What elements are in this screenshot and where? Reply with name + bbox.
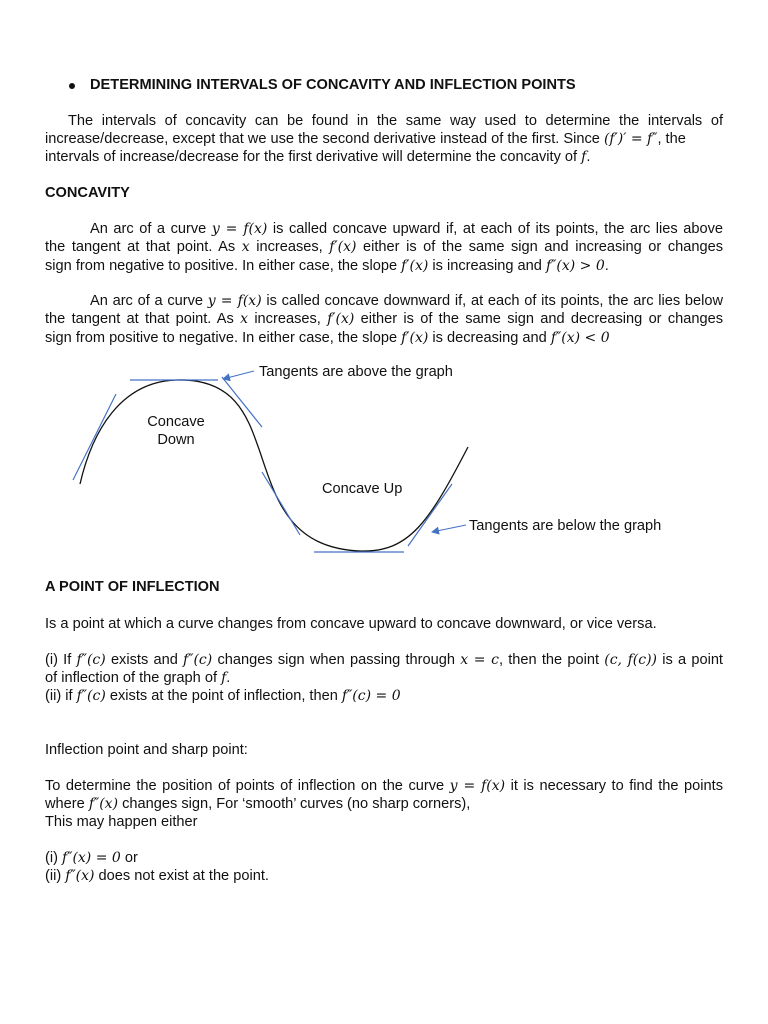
tangent-line-left-lower [262,472,300,535]
label-tangents-below: Tangents are below the graph [469,518,662,534]
downward-line-2: the tangent at that point. As x increases, f′(x) either is of the same sign and decreasing or changes [45,311,724,327]
upward-line-1: An arc of a curve y = f(x) is called concave upward if, at each of its points, the arc lies above [90,221,724,237]
case-2: (ii) f″(x) does not exist at the point. [45,868,269,884]
determine-line-1: To determine the position of points of inflection on the curve y = f(x) it is necessary to find the points [45,778,723,794]
concavity-heading: CONCAVITY [45,185,130,201]
upward-line-3: sign from negative to positive. In either case, the slope f′(x) is increasing and f″(x) > 0. [45,258,609,274]
determine-line-2: where f″(x) changes sign, For ‘smooth’ curves (no sharp corners), [45,796,471,812]
label-tangents-above: Tangents are above the graph [259,364,453,380]
case-1: (i) f″(x) = 0 or [45,850,138,866]
inflection-heading: A POINT OF INFLECTION [45,579,220,595]
upward-line-2: the tangent at that point. As x increases, f′(x) either is of the same sign and increasing or changes [45,239,723,255]
concavity-curve [80,380,468,551]
label-concave-down-2: Down [157,432,195,448]
section-title: DETERMINING INTERVALS OF CONCAVITY AND INFLECTION POINTS [90,77,576,93]
sharp-point-heading: Inflection point and sharp point: [45,742,248,758]
intro-line-3: intervals of increase/decrease for the first derivative will determine the concavity of f. [45,149,591,165]
arrow-tangents-below [432,525,466,532]
tangent-line-right-lower [408,484,452,546]
arrow-tangents-above [223,371,254,379]
label-concave-down-1: Concave [147,414,205,430]
downward-line-1: An arc of a curve y = f(x) is called concave downward if, at each of its points, the arc lies below [90,293,723,309]
bullet-icon [69,83,75,89]
intro-line-1: The intervals of concavity can be found in the same way used to determine the intervals of [68,113,723,129]
condition-1-line-2: of inflection of the graph of f. [45,670,231,686]
determine-line-3: This may happen either [45,814,198,830]
tangent-line-left [73,394,116,480]
tangent-line-right-upper [222,377,262,427]
condition-1-line-1: (i) If f″(c) exists and f″(c) changes sign when passing through x = c, then the point (c, f(c)) is a point [45,652,723,668]
label-concave-up: Concave Up [322,481,403,497]
concavity-figure [0,355,768,565]
inflection-definition: Is a point at which a curve changes from concave upward to concave downward, or vice versa. [45,616,657,632]
condition-2: (ii) if f″(c) exists at the point of inflection, then f″(c) = 0 [45,688,401,704]
intro-line-2: increase/decrease, except that we use the second derivative instead of the first. Since (f′)′ = f″, the [45,131,686,147]
downward-line-3: sign from positive to negative. In either case, the slope f′(x) is decreasing and f″(x) < 0 [45,330,610,346]
